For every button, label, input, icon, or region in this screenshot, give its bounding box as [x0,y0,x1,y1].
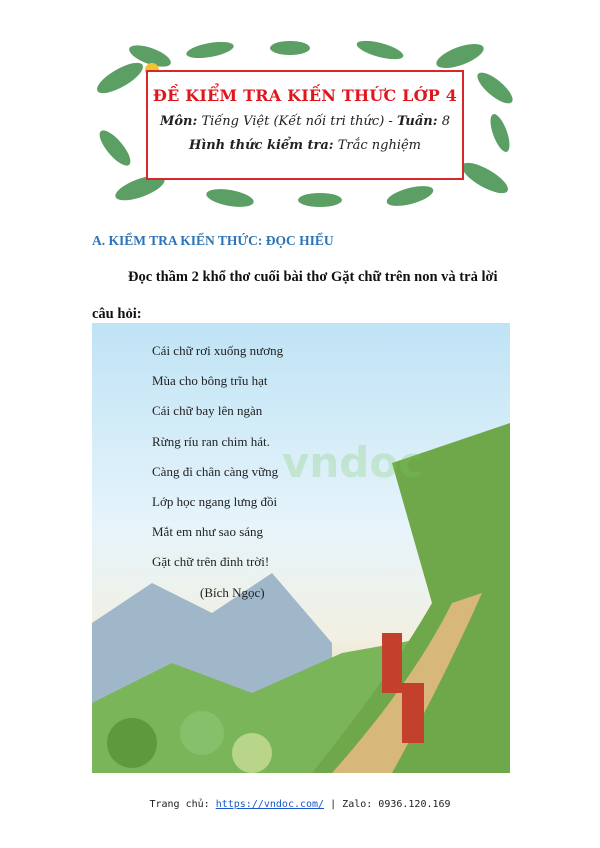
poem-author: (Bích Ngọc) [200,584,265,600]
form-label: Hình thức kiểm tra: [188,138,334,153]
poem-line: Rừng ríu ran chim hát. [152,433,270,449]
week-value: 8 [441,114,450,129]
home-label: Trang chủ: [149,799,210,810]
footer [0,799,600,810]
week-label: Tuần: [396,114,438,129]
section-heading: A. KIỂM TRA KIẾN THỨC: ĐỌC HIỂU [92,233,334,248]
poem [152,343,283,615]
poem-line: Cái chữ rơi xuống nương [152,343,284,358]
poem-line: Mắt em như sao sáng [152,524,264,540]
poem-line: Lớp học ngang lưng đồi [152,493,278,509]
subject-label: Môn: [160,114,198,129]
zalo-contact: Zalo: 0936.120.169 [342,799,451,810]
subject-line [148,114,462,129]
home-link[interactable]: https://vndoc.com/ [215,799,325,810]
poem-line: Gặt chữ trên đỉnh trời! [152,554,270,570]
poem-line: Càng đi chân càng vững [152,463,279,479]
form-value: Trắc nghiệm [337,138,421,153]
title-box [146,70,464,180]
instruction-text: Đọc thầm 2 khổ thơ cuối bài thơ Gặt chữ trên non và trả lời câu hỏi: [92,269,498,322]
footer-separator: | [330,799,337,810]
poem-illustration [92,323,510,773]
poem-line: Cái chữ bay lên ngàn [152,403,263,419]
form-line [148,138,462,153]
subject-value: Tiếng Việt (Kết nối tri thức) - [201,114,393,129]
poem-line: Mùa cho bông trĩu hạt [152,373,268,389]
watermark-logo: vndoc [282,438,424,487]
exam-title: ĐỀ KIỂM TRA KIẾN THỨC LỚP 4 [152,86,458,105]
